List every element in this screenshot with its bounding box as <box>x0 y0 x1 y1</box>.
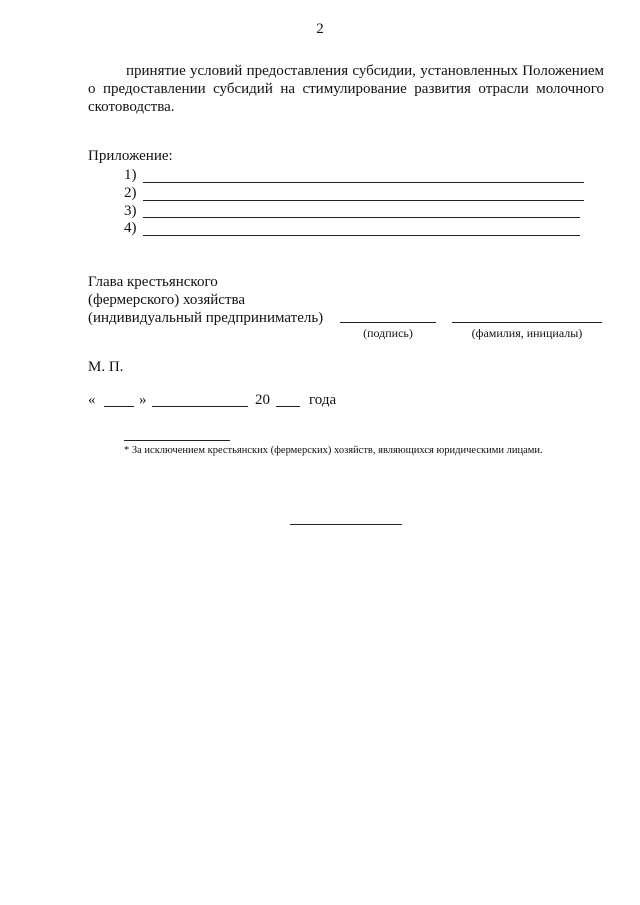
name-caption: (фамилия, инициалы) <box>471 326 583 340</box>
footnote-text: * За исключением крестьянских (фермерских) хозяйств, являющихся юридическими лицами. <box>124 445 543 456</box>
appendix-item-number: 2) <box>124 185 137 201</box>
date-open-quote: « <box>88 392 96 408</box>
appendix-item-line <box>143 235 580 236</box>
date-suffix: года <box>309 392 337 408</box>
end-divider <box>290 524 402 525</box>
page-number: 2 <box>316 21 324 37</box>
signature-line <box>340 322 436 323</box>
signature-caption: (подпись) <box>363 326 413 340</box>
name-line <box>452 322 602 323</box>
appendix-item-number: 1) <box>124 167 137 183</box>
signature-role-line: (индивидуальный предприниматель) <box>88 310 324 326</box>
intro-line: скотоводства. <box>88 99 175 115</box>
date-month-line <box>152 406 248 407</box>
appendix-item-line <box>143 217 580 218</box>
date-close-quote: » <box>139 392 147 408</box>
intro-line: принятие условий предоставления субсидии, установленных Положением <box>126 63 604 79</box>
appendix-item-line <box>143 182 584 183</box>
intro-paragraph <box>88 62 604 116</box>
date-century: 20 <box>255 392 270 408</box>
signature-role-line: (фермерского) хозяйства <box>88 292 246 308</box>
appendix-item-number: 4) <box>124 220 137 236</box>
date-year-line <box>276 406 300 407</box>
signature-role-line: Глава крестьянского <box>88 274 218 290</box>
intro-line: о предоставлении субсидий на стимулирование развития отрасли молочного <box>88 81 604 97</box>
stamp-label: М. П. <box>88 359 124 375</box>
appendix-item-line <box>143 200 584 201</box>
date-day-line <box>104 406 134 407</box>
footnote-separator <box>124 440 230 441</box>
appendix-item-number: 3) <box>124 203 137 219</box>
appendix-heading: Приложение: <box>88 148 173 164</box>
